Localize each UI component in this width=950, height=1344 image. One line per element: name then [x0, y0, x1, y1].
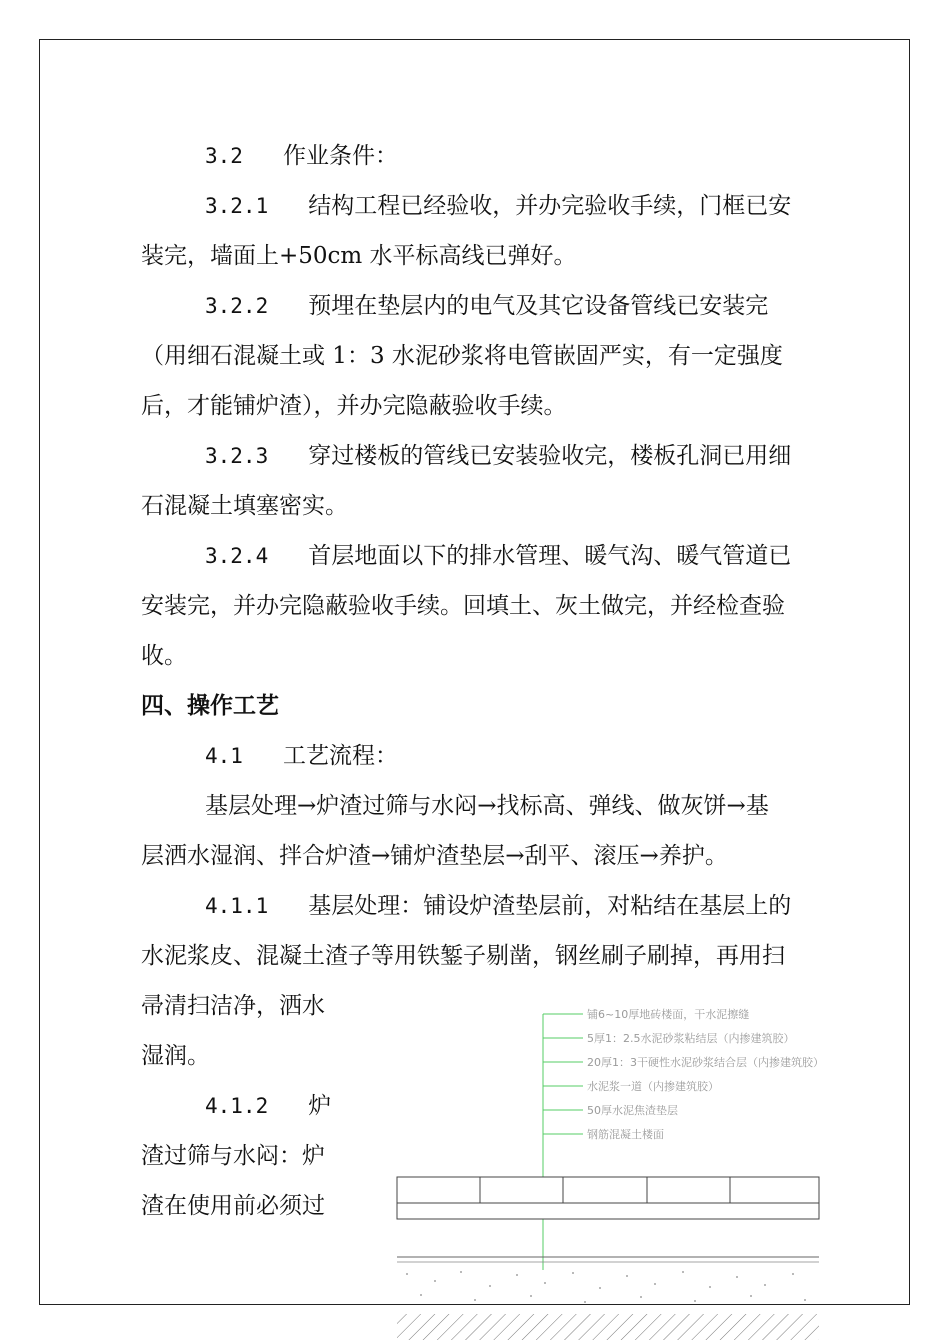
item-text: 结构工程已经验收，并办完验收手续，门框已安	[308, 193, 792, 219]
item-text: 首层地面以下的排水管理、暖气沟、暖气管道已	[308, 543, 792, 569]
item-text: 预埋在垫层内的电气及其它设备管线已安装完	[308, 293, 769, 319]
item-text: 穿过楼板的管线已安装验收完，楼板孔洞已用细	[308, 443, 792, 469]
item-4-1-1-line3: 帚清扫洁净，洒水	[141, 993, 325, 1019]
chapter-4-heading: 四、操作工艺	[141, 693, 279, 719]
item-3-2-2-line1	[205, 291, 768, 321]
process-flow-line1: 基层处理→炉渣过筛与水闷→找标高、弹线、做灰饼→基	[205, 793, 769, 819]
item-4-1-1-line4: 湿润。	[141, 1043, 210, 1069]
item-3-2-3-line2: 石混凝土填塞密实。	[141, 493, 348, 519]
item-number: 3.2.1	[205, 194, 269, 218]
item-3-2-1-line2: 装完，墙面上+50cm 水平标高线已弹好。	[141, 243, 577, 269]
item-text: 炉	[308, 1093, 332, 1119]
item-3-2-4-line2: 安装完，并办完隐蔽验收手续。回填土、灰土做完，并经检查验	[141, 593, 785, 619]
cinder-layer	[406, 1271, 806, 1303]
item-3-2-4-line1	[205, 541, 791, 571]
item-3-2-4-line3: 收。	[141, 643, 187, 669]
item-3-2-3-line1	[205, 441, 791, 471]
item-3-2-2-line3: 后，才能铺炉渣），并办完隐蔽验收手续。	[141, 393, 567, 419]
layer-label: 20厚1：3干硬性水泥砂浆结合层（内掺建筑胶）	[587, 1056, 824, 1069]
mortar-layer	[397, 1203, 819, 1219]
item-3-2-1-line1	[205, 191, 791, 221]
item-4-1-1-line1	[205, 891, 791, 921]
section-title: 工艺流程：	[282, 743, 398, 769]
item-number: 3.2.3	[205, 444, 269, 468]
section-3-2-heading	[205, 141, 398, 171]
item-number: 3.2.2	[205, 294, 269, 318]
tile-layer	[397, 1177, 819, 1203]
layer-label: 5厚1：2.5水泥砂浆粘结层（内掺建筑胶）	[587, 1032, 795, 1045]
item-4-1-2-line3: 渣在使用前必须过	[141, 1193, 325, 1219]
process-flow-line2: 层洒水湿润、拌合炉渣→铺炉渣垫层→刮平、滚压→养护。	[141, 843, 728, 869]
layer-label: 水泥浆一道（内掺建筑胶）	[587, 1080, 719, 1093]
section-title: 作业条件：	[282, 143, 398, 169]
item-3-2-2-line2: （用细石混凝土或 1：3 水泥砂浆将电管嵌固严实，有一定强度	[141, 343, 783, 369]
item-4-1-2-line1	[205, 1091, 331, 1121]
section-4-1-heading	[205, 741, 398, 771]
item-4-1-1-line2: 水泥浆皮、混凝土渣子等用铁錾子剔凿，钢丝刷子刷掉，再用扫	[141, 943, 785, 969]
item-text: 基层处理：铺设炉渣垫层前，对粘结在基层上的	[308, 893, 792, 919]
item-number: 4.1.2	[205, 1094, 269, 1118]
section-number: 4.1	[205, 744, 243, 768]
item-number: 4.1.1	[205, 894, 269, 918]
concrete-slab	[397, 1314, 819, 1340]
floor-layers-diagram	[395, 1000, 835, 1340]
layer-label: 钢筋混凝土楼面	[587, 1128, 664, 1141]
layer-label: 铺6~10厚地砖楼面，干水泥擦缝	[587, 1008, 750, 1021]
item-4-1-2-line2: 渣过筛与水闷：炉	[141, 1143, 325, 1169]
section-number: 3.2	[205, 144, 243, 168]
item-number: 3.2.4	[205, 544, 269, 568]
layer-label: 50厚水泥焦渣垫层	[587, 1104, 678, 1117]
